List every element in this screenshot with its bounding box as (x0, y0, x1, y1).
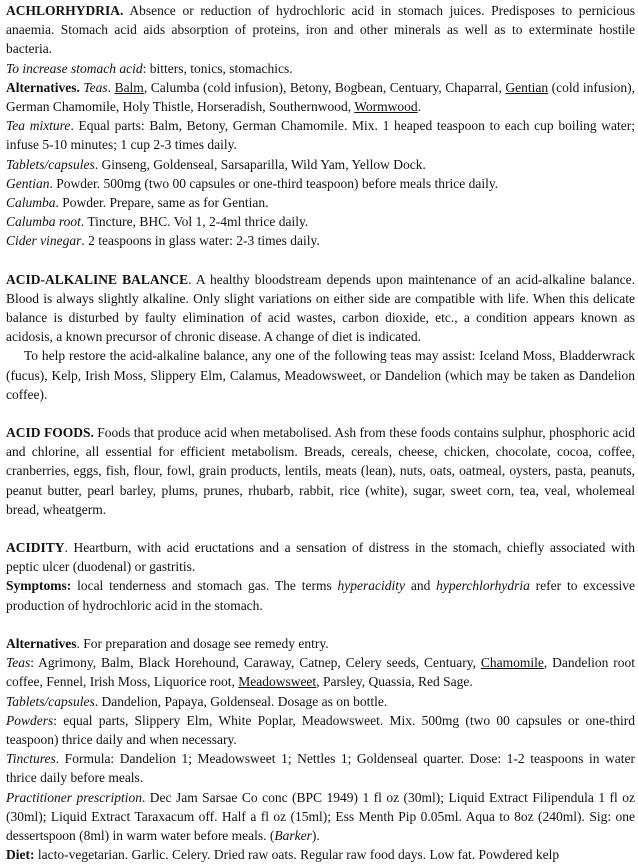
achlorhydria-alternatives-line (6, 78, 635, 116)
tea-mixture-line (6, 116, 635, 154)
acid-foods-definition: Foods that produce acid when metabolised. Ash from these foods contains sulphur, phosphoric acid and chlorine, all essential for efficient metabolism. Breads, cereals, cheese, chicken, chocolate, cocoa, coffee, cranberries, eggs, fish, flour, fowl, grain products, lentils, meats (lean), nuts, oats, oatmeal, oysters, pasta, peanuts, peanut butter, pearl barley, plums, prunes, rhubarb, rabbit, rice (white), sugar, sweet corn, tea, veal, wholemeal bread, wheatgerm. (6, 425, 635, 517)
acidity-teas-line (6, 653, 635, 691)
chamomile-link[interactable]: Chamomile (480, 655, 544, 671)
gentian-line (6, 174, 635, 193)
barker-citation: Barker (274, 827, 312, 843)
teas-text-pre: . (107, 79, 115, 95)
acid-alkaline-paragraph (6, 270, 635, 347)
cider-vinegar-label: Cider vinegar (6, 233, 82, 249)
achlorhydria-increase-line (6, 59, 635, 78)
teas-label: Teas (83, 79, 108, 95)
tea-mixture-text: . Equal parts: Balm, Betony, German Chamomile. Mix. 1 heaped teaspoon to each cup boiling water; infuse 5-10 minutes; 1 cup 2-3 times daily. (6, 118, 635, 153)
tablets-text: . Ginseng, Goldenseal, Sarsaparilla, Wild Yam, Yellow Dock. (94, 156, 426, 172)
cider-vinegar-line (6, 231, 635, 250)
meadowsweet-link[interactable]: Meadowsweet (238, 674, 317, 690)
teas-text-mid: , Calumba (cold infusion), Betony, Bogbean, Centuary, Chaparral, (143, 79, 506, 95)
alternatives-label: Alternatives. (6, 79, 80, 95)
hyperacidity-term: hyperacidity (337, 578, 406, 594)
tablets-line (6, 155, 635, 174)
acidity-teas-end: , Parsley, Quassia, Red Sage. (316, 674, 473, 690)
symptoms-label: Symptoms: (6, 578, 72, 594)
symptoms-text-pre: local tenderness and stomach gas. The terms (71, 578, 338, 594)
acidity-tinctures-text: . Formula: Dandelion 1; Meadowsweet 1; Nettles 1; Goldenseal quarter. Dose: 1-2 teaspoons in water thrice daily before meals. (6, 751, 635, 786)
gentian-link[interactable]: Gentian (505, 79, 549, 95)
acidity-term: ACIDITY (6, 540, 65, 556)
acidity-alternatives-line (6, 634, 635, 653)
acidity-practitioner-line (6, 788, 635, 846)
wormwood-link[interactable]: Wormwood (354, 99, 418, 115)
balm-link[interactable]: Balm (114, 79, 144, 95)
acidity-teas-label: Teas (6, 655, 31, 671)
cider-vinegar-text: . 2 teaspoons in glass water: 2-3 times daily. (81, 233, 320, 249)
acidity-diet-line (6, 845, 635, 864)
acidity-teas-pre: : Agrimony, Balm, Black Horehound, Caraway, Catnep, Celery seeds, Centuary, (30, 655, 481, 671)
increase-acid-text: : bitters, tonics, stomachics. (142, 60, 293, 76)
calumba-root-text: . Tincture, BHC. Vol 1, 2-4ml thrice daily. (80, 214, 309, 230)
gentian-label: Gentian (6, 175, 50, 191)
teas-text-end: . (417, 99, 422, 115)
calumba-root-line (6, 212, 635, 231)
symptoms-and: and (405, 578, 437, 594)
diet-label: Diet: (6, 847, 35, 863)
practitioner-text: . Dec Jam Sarsae Co conc (BPC 1949) 1 fl oz (30ml); Liquid Extract Filipendula 1 fl oz (30ml); Liquid Extract Taraxacum off. Half a fl oz (15ml); Ess Menth Pip 0.05ml. Aqua to 8oz (240ml). Sig: one dessertspoon (8ml) in warm water before meals. ( (6, 789, 635, 843)
section-gap (6, 615, 635, 634)
acidity-paragraph (6, 538, 635, 576)
acid-foods-paragraph (6, 423, 635, 519)
acidity-alternatives-label: Alternatives (6, 635, 77, 651)
symptoms-text-end: refer to excessive production of hydrochloric acid in the stomach. (6, 578, 635, 613)
achlorhydria-definition: Absence or reduction of hydrochloric acid in stomach juices. Predisposes to pernicious anaemia. Stomach acid aids absorption of proteins, iron and other minerals as well as to exterminate hostile bacteria. (6, 3, 635, 57)
acidity-tablets-text: . Dandelion, Papaya, Goldenseal. Dosage as on bottle. (94, 693, 388, 709)
diet-text: lacto-vegetarian. Garlic. Celery. Dried raw oats. Regular raw food days. Low fat. Powdered kelp (34, 847, 560, 863)
hyperchlorhydria-term: hyperchlorhydria (436, 578, 530, 594)
acidity-tinctures-line (6, 749, 635, 787)
acidity-tablets-label: Tablets/capsules (6, 693, 95, 709)
calumba-root-label: Calumba root (6, 214, 81, 230)
acid-alkaline-definition: . A healthy bloodstream depends upon maintenance of an acid-alkaline balance. Blood is always slightly alkaline. Only slight variations on either side are compatible with life. When this delicate balance is disturbed by faulty elimination of acid wastes, carbon dioxide, etc., a condition appears known as acidosis, a known precursor of chronic disease. A change of diet is indicated. (6, 271, 635, 345)
section-gap (6, 404, 635, 423)
section-gap (6, 519, 635, 538)
acidity-powders-text: : equal parts, Slippery Elm, White Poplar, Meadowsweet. Mix. 500mg (two 00 capsules or one-third teaspoon) thrice daily and when necessary. (6, 712, 635, 747)
calumba-line (6, 193, 635, 212)
achlorhydria-paragraph (6, 1, 635, 59)
teas-text-mid2: (cold infusion), German Chamomile, Holy Thistle, Horseradish, Southernwood, (6, 79, 636, 115)
acidity-teas-mid: , Dandelion root coffee, Fennel, Irish Moss, Liquorice root, (6, 655, 635, 690)
acid-alkaline-restore: To help restore the acid-alkaline balance, any one of the following teas may assist: Iceland Moss, Bladderwrack (fucus), Kelp, Irish Moss, Slippery Elm, Calamus, Meadowsweet, or Dandelion (which may be taken as Dandelion coffee). (6, 348, 635, 402)
practitioner-end: ). (311, 827, 320, 843)
section-gap (6, 251, 635, 270)
calumba-text: . Powder. Prepare, same as for Gentian. (55, 195, 269, 211)
tablets-label: Tablets/capsules (6, 156, 95, 172)
acidity-definition: . Heartburn, with acid eructations and a sensation of distress in the stomach, chiefly associated with peptic ulcer (duodenal) or gastritis. (6, 540, 635, 575)
acidity-powders-label: Powders (6, 712, 54, 728)
increase-acid-label: To increase stomach acid (6, 60, 143, 76)
practitioner-label: Practitioner prescription (6, 789, 142, 805)
calumba-label: Calumba (6, 195, 56, 211)
achlorhydria-term: ACHLORHYDRIA. (6, 3, 124, 18)
acidity-tablets-line (6, 692, 635, 711)
acidity-tinctures-label: Tinctures (6, 751, 56, 767)
gentian-text: . Powder. 500mg (two 00 capsules or one-third teaspoon) before meals thrice daily. (49, 175, 499, 191)
acid-foods-term: ACID FOODS. (6, 425, 94, 441)
symptoms-line (6, 576, 635, 614)
acidity-alternatives-text: . For preparation and dosage see remedy entry. (76, 635, 329, 651)
acidity-powders-line (6, 711, 635, 749)
tea-mixture-label: Tea mixture (6, 118, 71, 134)
acid-alkaline-term: ACID-ALKALINE BALANCE (6, 271, 189, 287)
